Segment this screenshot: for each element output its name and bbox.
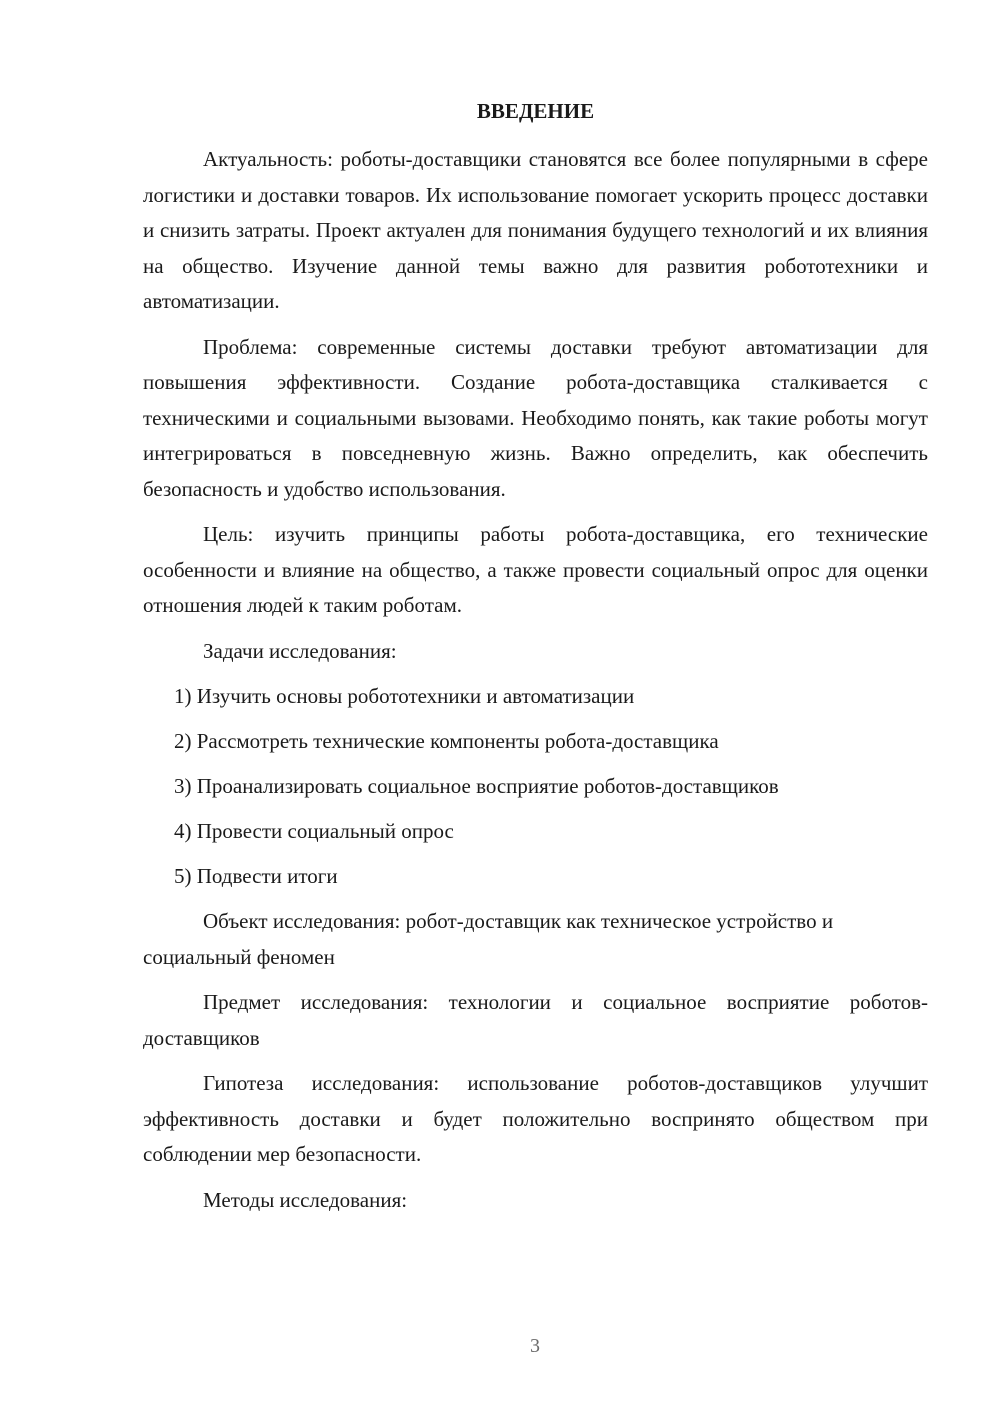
list-item: 3) Проанализировать социальное восприятие роботов-доставщиков [174,774,779,798]
hypothesis-paragraph: Гипотеза исследования: использование роботов-доставщиков улучшит эффективность доставки и будет положительно воспринято обществом при соблюдении мер безопасности. [143,1071,928,1166]
goal-paragraph: Цель: изучить принципы работы робота-доставщика, его технические особенности и влияние на общество, а также провести социальный опрос для оценки отношения людей к таким роботам. [143,522,928,617]
tasks-list [143,679,928,895]
page-title: ВВЕДЕНИЕ [476,99,595,123]
object-paragraph: Объект исследования: робот-доставщик как техническое устройство и социальный феномен [143,909,834,969]
page-body [143,142,928,1228]
list-item: 1) Изучить основы робототехники и автоматизации [174,684,635,708]
subject-paragraph: Предмет исследования: технологии и социальное восприятие роботов-доставщиков [143,990,928,1050]
page-number: 3 [530,1335,540,1357]
methods-heading: Методы исследования: [203,1187,408,1212]
relevance-paragraph: Актуальность: роботы-доставщики становятся все более популярными в сфере логистики и доставки товаров. Их использование помогает ускорить процесс доставки и снизить затраты. Проект актуален для понимания будущего технологий и их влияния на общество. Изучение данной темы важно для развития робототехники и автоматизации. [143,147,928,313]
list-item: 2) Рассмотреть технические компоненты робота-доставщика [174,729,719,753]
list-item: 5) Подвести итоги [174,864,338,888]
problem-paragraph: Проблема: современные системы доставки требуют автоматизации для повышения эффективности. Создание робота-доставщика сталкивается с техническими и социальными вызовами. Необходимо понять, как такие роботы могут интегрироваться в повседневную жизнь. Важно определить, как обеспечить безопасность и удобство использования. [143,334,928,501]
tasks-heading: Задачи исследования: [203,638,397,663]
list-item: 4) Провести социальный опрос [174,819,454,843]
